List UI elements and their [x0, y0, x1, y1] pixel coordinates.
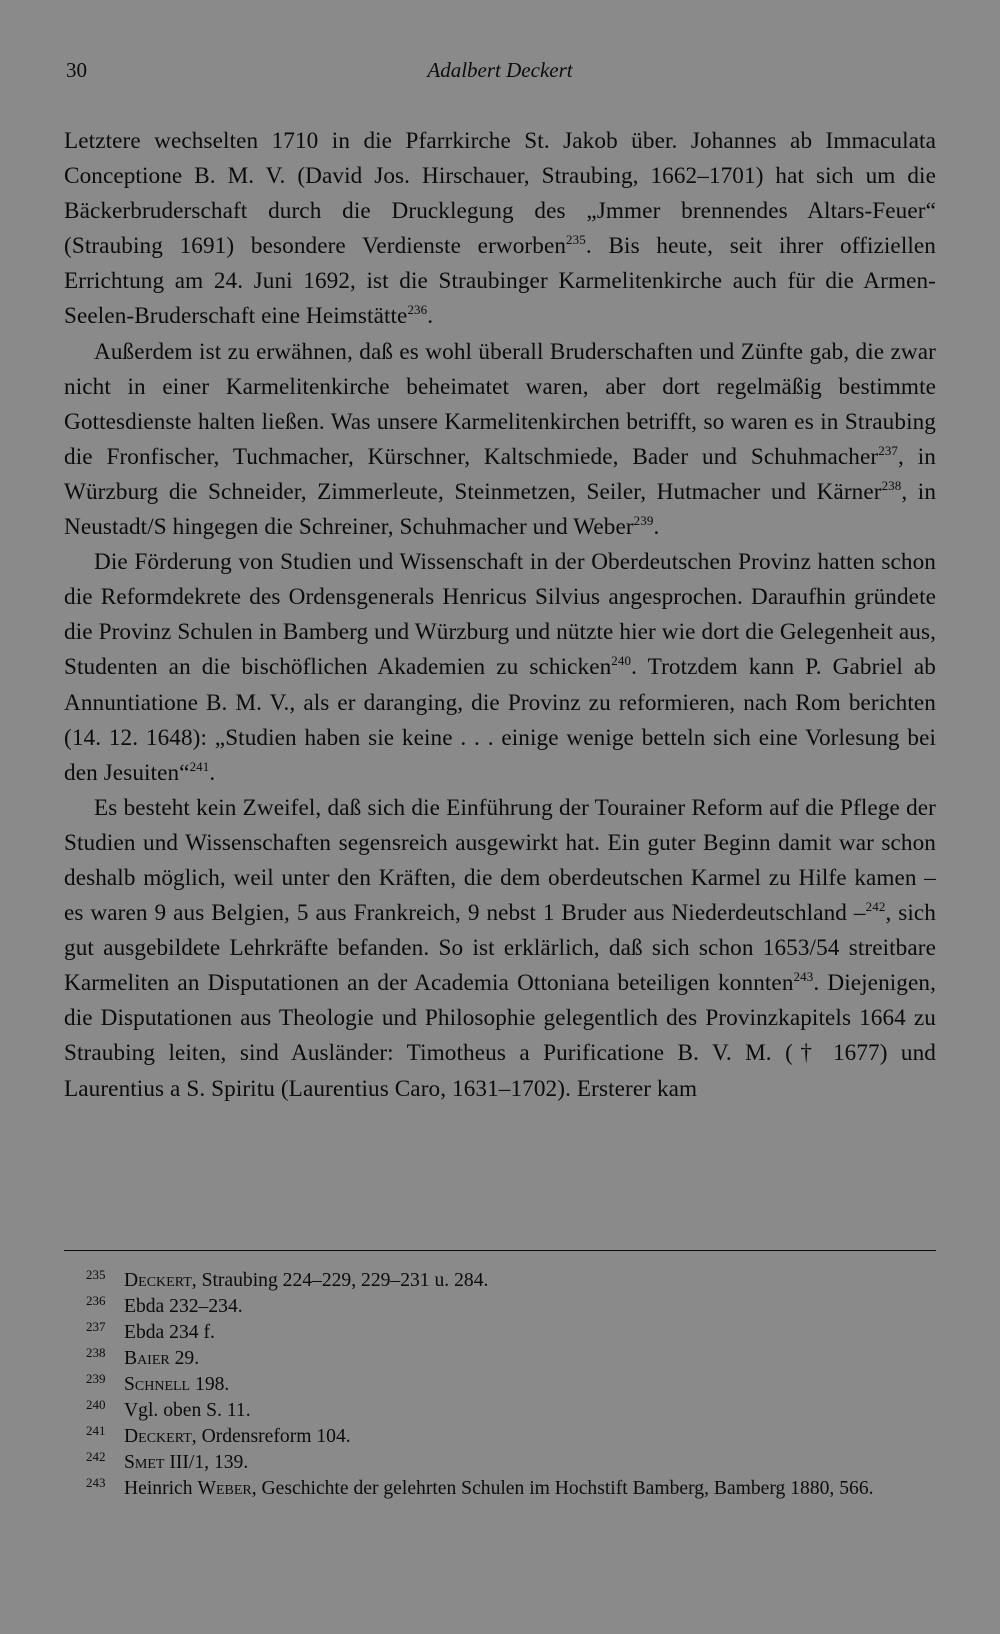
- text-run: , in Würzburg die Schneider, Zimmerleute, Steinmetzen, Seiler, Hutmacher und Kärner: [64, 443, 936, 505]
- text-run: .: [209, 759, 216, 786]
- text-run: III/1, 139.: [164, 1452, 249, 1473]
- cited-author: Smet: [124, 1452, 165, 1473]
- text-run: .: [427, 303, 434, 330]
- paragraph: [64, 335, 936, 546]
- text-run: Vgl. oben S. 11.: [124, 1400, 251, 1421]
- footnote-reference: 238: [881, 477, 902, 493]
- cited-author: Deckert: [124, 1426, 192, 1447]
- cited-author: Schnell: [124, 1374, 191, 1395]
- paragraph: [64, 545, 936, 791]
- footnote-divider: [64, 1250, 936, 1251]
- footnote-reference: 239: [633, 513, 654, 529]
- text-run: , sich gut ausgebildete Lehrkräfte befanden. So ist erklärlich, daß sich schon 1653/54 streitbare Karmeliten an Disputationen an der Academia Ottoniana beteiligen konnten: [64, 900, 937, 997]
- text-run: , in Neustadt/S hingegen die Schreiner, Schuhmacher und Weber: [64, 478, 937, 541]
- text-run: Es besteht kein Zweifel, daß sich die Einführung der Tourainer Reform auf die Pflege der Studien und Wissenschaften segensreich ausgewirkt hat. Ein guter Beginn damit war schon deshalb möglich, weil unter den Kräften, die dem oberdeutschen Karmel zu Hilfe kamen – es waren 9 aus Belgien, 5 aus Frankreich, 9 nebst 1 Bruder aus Niederdeutschland –: [64, 794, 936, 927]
- paragraph: [64, 791, 936, 1107]
- text-run: .: [653, 514, 660, 541]
- text-run: Letztere wechselten 1710 in die Pfarrkirche St. Jakob über. Johannes ab Immaculata Conceptione B. M. V. (David Jos. Hirschauer, Straubing, 1662–1701) hat sich um die Bäckerbruderschaft durch die Drucklegung des „Jmmer brennendes Altars-Feuer“ (Straubing 1691) besondere Verdienste erworben: [64, 128, 936, 260]
- footnote: 238 Baier 29.: [86, 1345, 200, 1369]
- footnote: 241 Deckert, Ordensreform 104.: [86, 1423, 351, 1447]
- footnote-reference: 242: [865, 899, 886, 915]
- page-number: 30: [66, 58, 87, 82]
- text-run: , Geschichte der gelehrten Schulen im Hochstift Bamberg, Bamberg 1880, 566.: [251, 1478, 874, 1499]
- text-run: , Ordensreform 104.: [191, 1426, 351, 1447]
- footnote: 243 Heinrich Weber, Geschichte der gelehrten Schulen im Hochstift Bamberg, Bamberg 1880, 566.: [86, 1475, 874, 1499]
- text-run: Außerdem ist zu erwähnen, daß es wohl überall Bruderschaften und Zünfte gab, die zwar nicht in einer Karmelitenkirche beheimatet waren, aber dort regelmäßig bestimmte Gottesdienste halten ließen. Was unsere Karmelitenkirchen betrifft, so waren es in Straubing die Fronfischer, Tuchmacher, Kürschner, Kaltschmiede, Bader und Schuhmacher: [64, 338, 936, 470]
- footnote: 236 Ebda 232–234.: [86, 1293, 243, 1317]
- text-run: Heinrich: [124, 1478, 198, 1499]
- footnote-reference: 243: [793, 969, 814, 985]
- footnote-reference: 235: [566, 232, 586, 248]
- running-head: [66, 58, 934, 88]
- footnote-reference: 240: [611, 653, 632, 669]
- footnote: 235 Deckert, Straubing 224–229, 229–231 u. 284.: [86, 1267, 489, 1291]
- footnote: 239 Schnell 198.: [86, 1371, 230, 1395]
- paragraph: [64, 124, 936, 335]
- text-run: . Bis heute, seit ihrer offiziellen Errichtung am 24. Juni 1692, ist die Straubinger Karmelitenkirche auch für die Armen-Seelen-Bruderschaft eine Heimstätte: [64, 233, 936, 330]
- cited-author: Weber: [197, 1478, 252, 1499]
- footnote: 240 Vgl. oben S. 11.: [86, 1397, 251, 1421]
- cited-author: Deckert: [124, 1270, 192, 1291]
- footnote: 237 Ebda 234 f.: [86, 1319, 215, 1343]
- text-run: 198.: [190, 1374, 230, 1395]
- text-run: Ebda 232–234.: [124, 1296, 243, 1317]
- text-run: , Straubing 224–229, 229–231 u. 284.: [191, 1270, 489, 1291]
- text-run: . Trotzdem kann P. Gabriel ab Annuntiatione B. M. V., als er daranging, die Provinz zu reformieren, nach Rom berichten (14. 12. 1648): „Studien haben sie keine . . . einige wenige betteln sich eine Vorlesung bei den Jesuiten“: [64, 654, 936, 786]
- footnote-reference: 236: [407, 302, 428, 318]
- footnote-reference: 237: [878, 442, 899, 458]
- footnotes: [64, 1268, 936, 1502]
- text-run: Die Förderung von Studien und Wissenschaft in der Oberdeutschen Provinz hatten schon die Reformdekrete des Ordensgenerals Henricus Silvius angesprochen. Daraufhin gründete die Provinz Schulen in Bamberg und Würzburg und nützte hier wie dort die Gelegenheit aus, Studenten an die bischöflichen Akademien zu schicken: [64, 549, 936, 681]
- body-text: [64, 124, 936, 1107]
- running-head-author: Adalbert Deckert: [427, 58, 573, 82]
- footnote: 242 Smet III/1, 139.: [86, 1449, 249, 1473]
- cited-author: Baier: [124, 1348, 170, 1369]
- text-run: . Diejenigen, die Disputationen aus Theologie und Philosophie gelegentlich des Provinzkapitels 1664 zu Straubing leiten, sind Ausländer: Timotheus a Purificatione B. V. M. († 1677) und Laurentius a S. Spiritu (Laurentius Caro, 1631–1702). Ersterer kam: [64, 970, 936, 1102]
- text-run: 29.: [169, 1348, 200, 1369]
- footnote-reference: 241: [189, 758, 210, 774]
- text-run: Ebda 234 f.: [124, 1322, 215, 1343]
